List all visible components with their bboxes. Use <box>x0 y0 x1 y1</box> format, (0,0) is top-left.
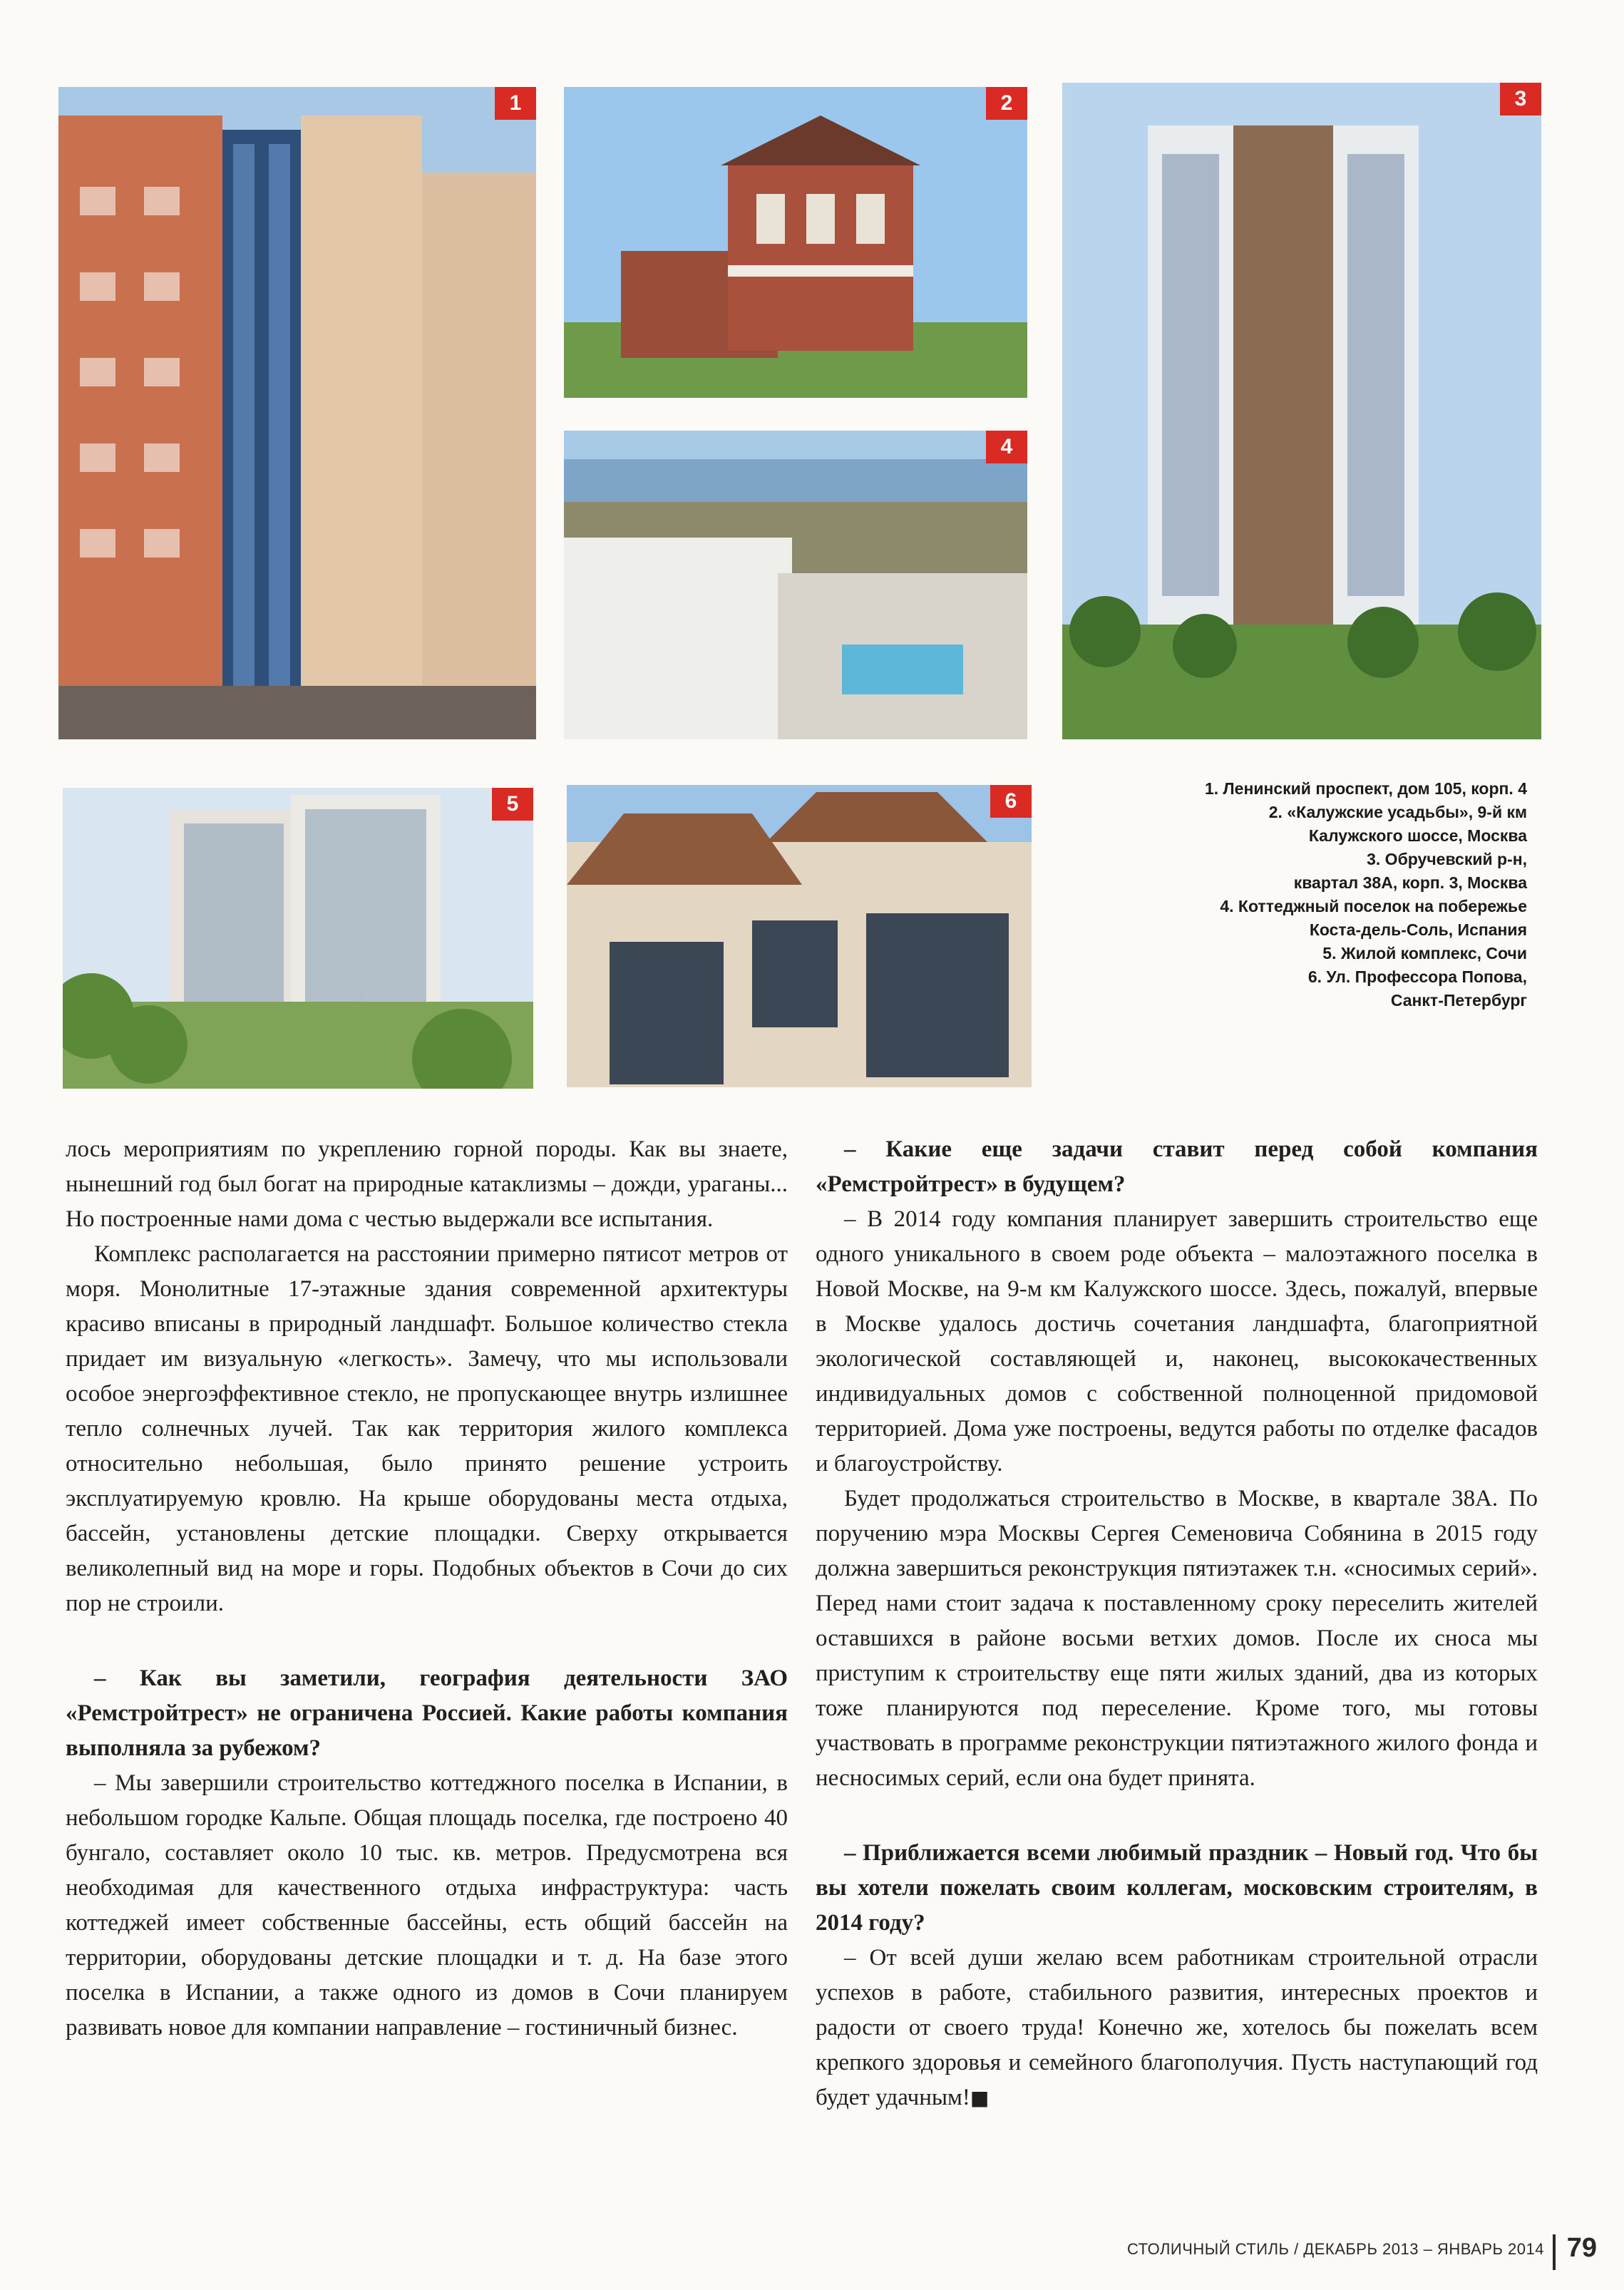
photo-4-costa-del-sol <box>564 431 1027 739</box>
interview-question-future: – Какие еще задачи ставит перед собой компания «Ремстройтрест» в будущем? <box>816 1136 1538 1197</box>
photo-5-image <box>63 788 533 1089</box>
interview-question-new-year: – Приближается всеми любимый праздник – Новый год. Что бы вы хотели пожелать своим коллегам, московским строителям, в 2014 году? <box>816 1840 1538 1936</box>
photo-1-image <box>58 87 536 739</box>
photo-6-image <box>567 785 1032 1087</box>
caption-4: 4. Коттеджный поселок на побережье Коста-дель-Соль, Испания <box>1220 897 1527 939</box>
paragraph-complex-description: Комплекс располагается на расстоянии примерно пятисот метров от моря. Монолитные 17-этажные здания современной архитектуры красиво вписаны в природный ландшафт. Большое количество стекла придает им визуальную «легкость». Замечу, что мы использовали особое энергоэффективное стекло, не пропускающее внутрь излишнее тепло солнечных лучей. Так как территория жилого комплекса относительно небольшая, было принято решение устроить эксплуатируемую кровлю. На крыше оборудованы места отдыха, бассейн, установлены детские площадки. Сверху открывается великолепный вид на море и горы. Подобных объектов в Сочи до сих пор не строили. <box>66 1241 788 1616</box>
interview-question-abroad: – Как вы заметили, география деятельности ЗАО «Ремстройтрест» не ограничена Россией. Какие работы компания выполняла за рубежом? <box>66 1665 788 1761</box>
end-of-article-mark: ■ <box>970 2086 990 2110</box>
photo-5-sochi-complex <box>63 788 533 1089</box>
photo-3-number-badge: 3 <box>1500 83 1541 115</box>
paragraph-moscow-38a: Будет продолжаться строительство в Москве, в квартале 38А. По поручению мэра Москвы Сергея Семеновича Собянина в 2015 году должна завершиться реконструкция пятиэтажек т.н. «сносимых серий». Перед нами стоит задача к поставленному сроку переселить жителей оставшихся в районе восьми ветхих домов. После их сноса мы приступим к строительству еще пяти жилых зданий, два из которых тоже планируются под переселение. Кроме того, мы готовы участвовать в программе реконструкции пятиэтажного жилого фонда и несносимых серий, если она будет принята. <box>816 1486 1538 1791</box>
interview-answer-new-year <box>816 1941 1538 2115</box>
photo-2-image <box>564 87 1027 398</box>
photo-2-kaluzhskie-usadby <box>564 87 1027 398</box>
page-number: 79 <box>1566 2233 1597 2263</box>
page-footer <box>1127 2230 1597 2273</box>
interview-answer-abroad: – Мы завершили строительство коттеджного поселка в Испании, в небольшом городке Кальпе. Общая площадь поселка, где построено 40 бунгало, составляет около 10 тыс. кв. метров. Предусмотрена вся необходимая для качественного отдыха инфраструктура: часть коттеджей имеет собственные бассейны, есть общий бассейн на территории, оборудованы детские площадки и т. д. На базе этого поселка в Испании, а также одного из домов в Сочи планируем развивать новое для компании направление – гостиничный бизнес. <box>66 1770 788 2040</box>
photo-5-number-badge: 5 <box>492 788 533 821</box>
caption-1: 1. Ленинский проспект, дом 105, корп. 4 <box>1204 779 1527 798</box>
article-column-left <box>66 1132 788 2045</box>
photo-1-leninsky-prospekt <box>58 87 536 739</box>
photo-3-image <box>1062 83 1541 739</box>
photo-6-number-badge: 6 <box>990 785 1032 818</box>
photo-4-image <box>564 431 1027 739</box>
photo-captions <box>1084 777 1527 1012</box>
photo-4-number-badge: 4 <box>986 431 1027 463</box>
magazine-issue: СТОЛИЧНЫЙ СТИЛЬ / ДЕКАБРЬ 2013 – ЯНВАРЬ 2014 <box>1127 2240 1544 2258</box>
interview-answer-future: – В 2014 году компания планирует завершить строительство еще одного уникального в своем роде объекта – малоэтажного поселка в Новой Москве, на 9-м км Калужского шоссе. Здесь, пожалуй, впервые в Москве удалось достичь сочетания ландшафта, благоприятной экологической составляющей и, наконец, высококачественных индивидуальных домов с собственной полноценной придомовой территорией. Дома уже построены, ведутся работы по отделке фасадов и благоустройству. <box>816 1206 1538 1477</box>
photo-3-obruchevsky <box>1062 83 1541 739</box>
photo-2-number-badge: 2 <box>986 87 1027 120</box>
caption-6: 6. Ул. Профессора Попова, Санкт-Петербург <box>1307 967 1527 1010</box>
footer-divider <box>1553 2234 1556 2270</box>
answer-text: – От всей души желаю всем работникам строительной отрасли успехов в работе, стабильного развития, интересных проектов и радости от своего труда! Конечно же, хотелось бы пожелать всем крепкого здоровья и семейного благополучия. Пусть наступающий год будет удачным! <box>816 1945 1538 2110</box>
caption-5: 5. Жилой комплекс, Сочи <box>1322 944 1527 962</box>
paragraph-continuation: лось мероприятиям по укреплению горной породы. Как вы знаете, нынешний год был богат на природные катаклизмы – дожди, ураганы... Но построенные нами дома с честью выдержали все испытания. <box>66 1136 788 1232</box>
article-column-right <box>816 1132 1538 2115</box>
caption-3: 3. Обручевский р-н, квартал 38А, корп. 3, Москва <box>1293 850 1527 892</box>
photo-6-professora-popova <box>567 785 1032 1087</box>
photo-1-number-badge: 1 <box>495 87 536 120</box>
caption-2: 2. «Калужские усадьбы», 9-й км Калужского шоссе, Москва <box>1268 803 1527 845</box>
